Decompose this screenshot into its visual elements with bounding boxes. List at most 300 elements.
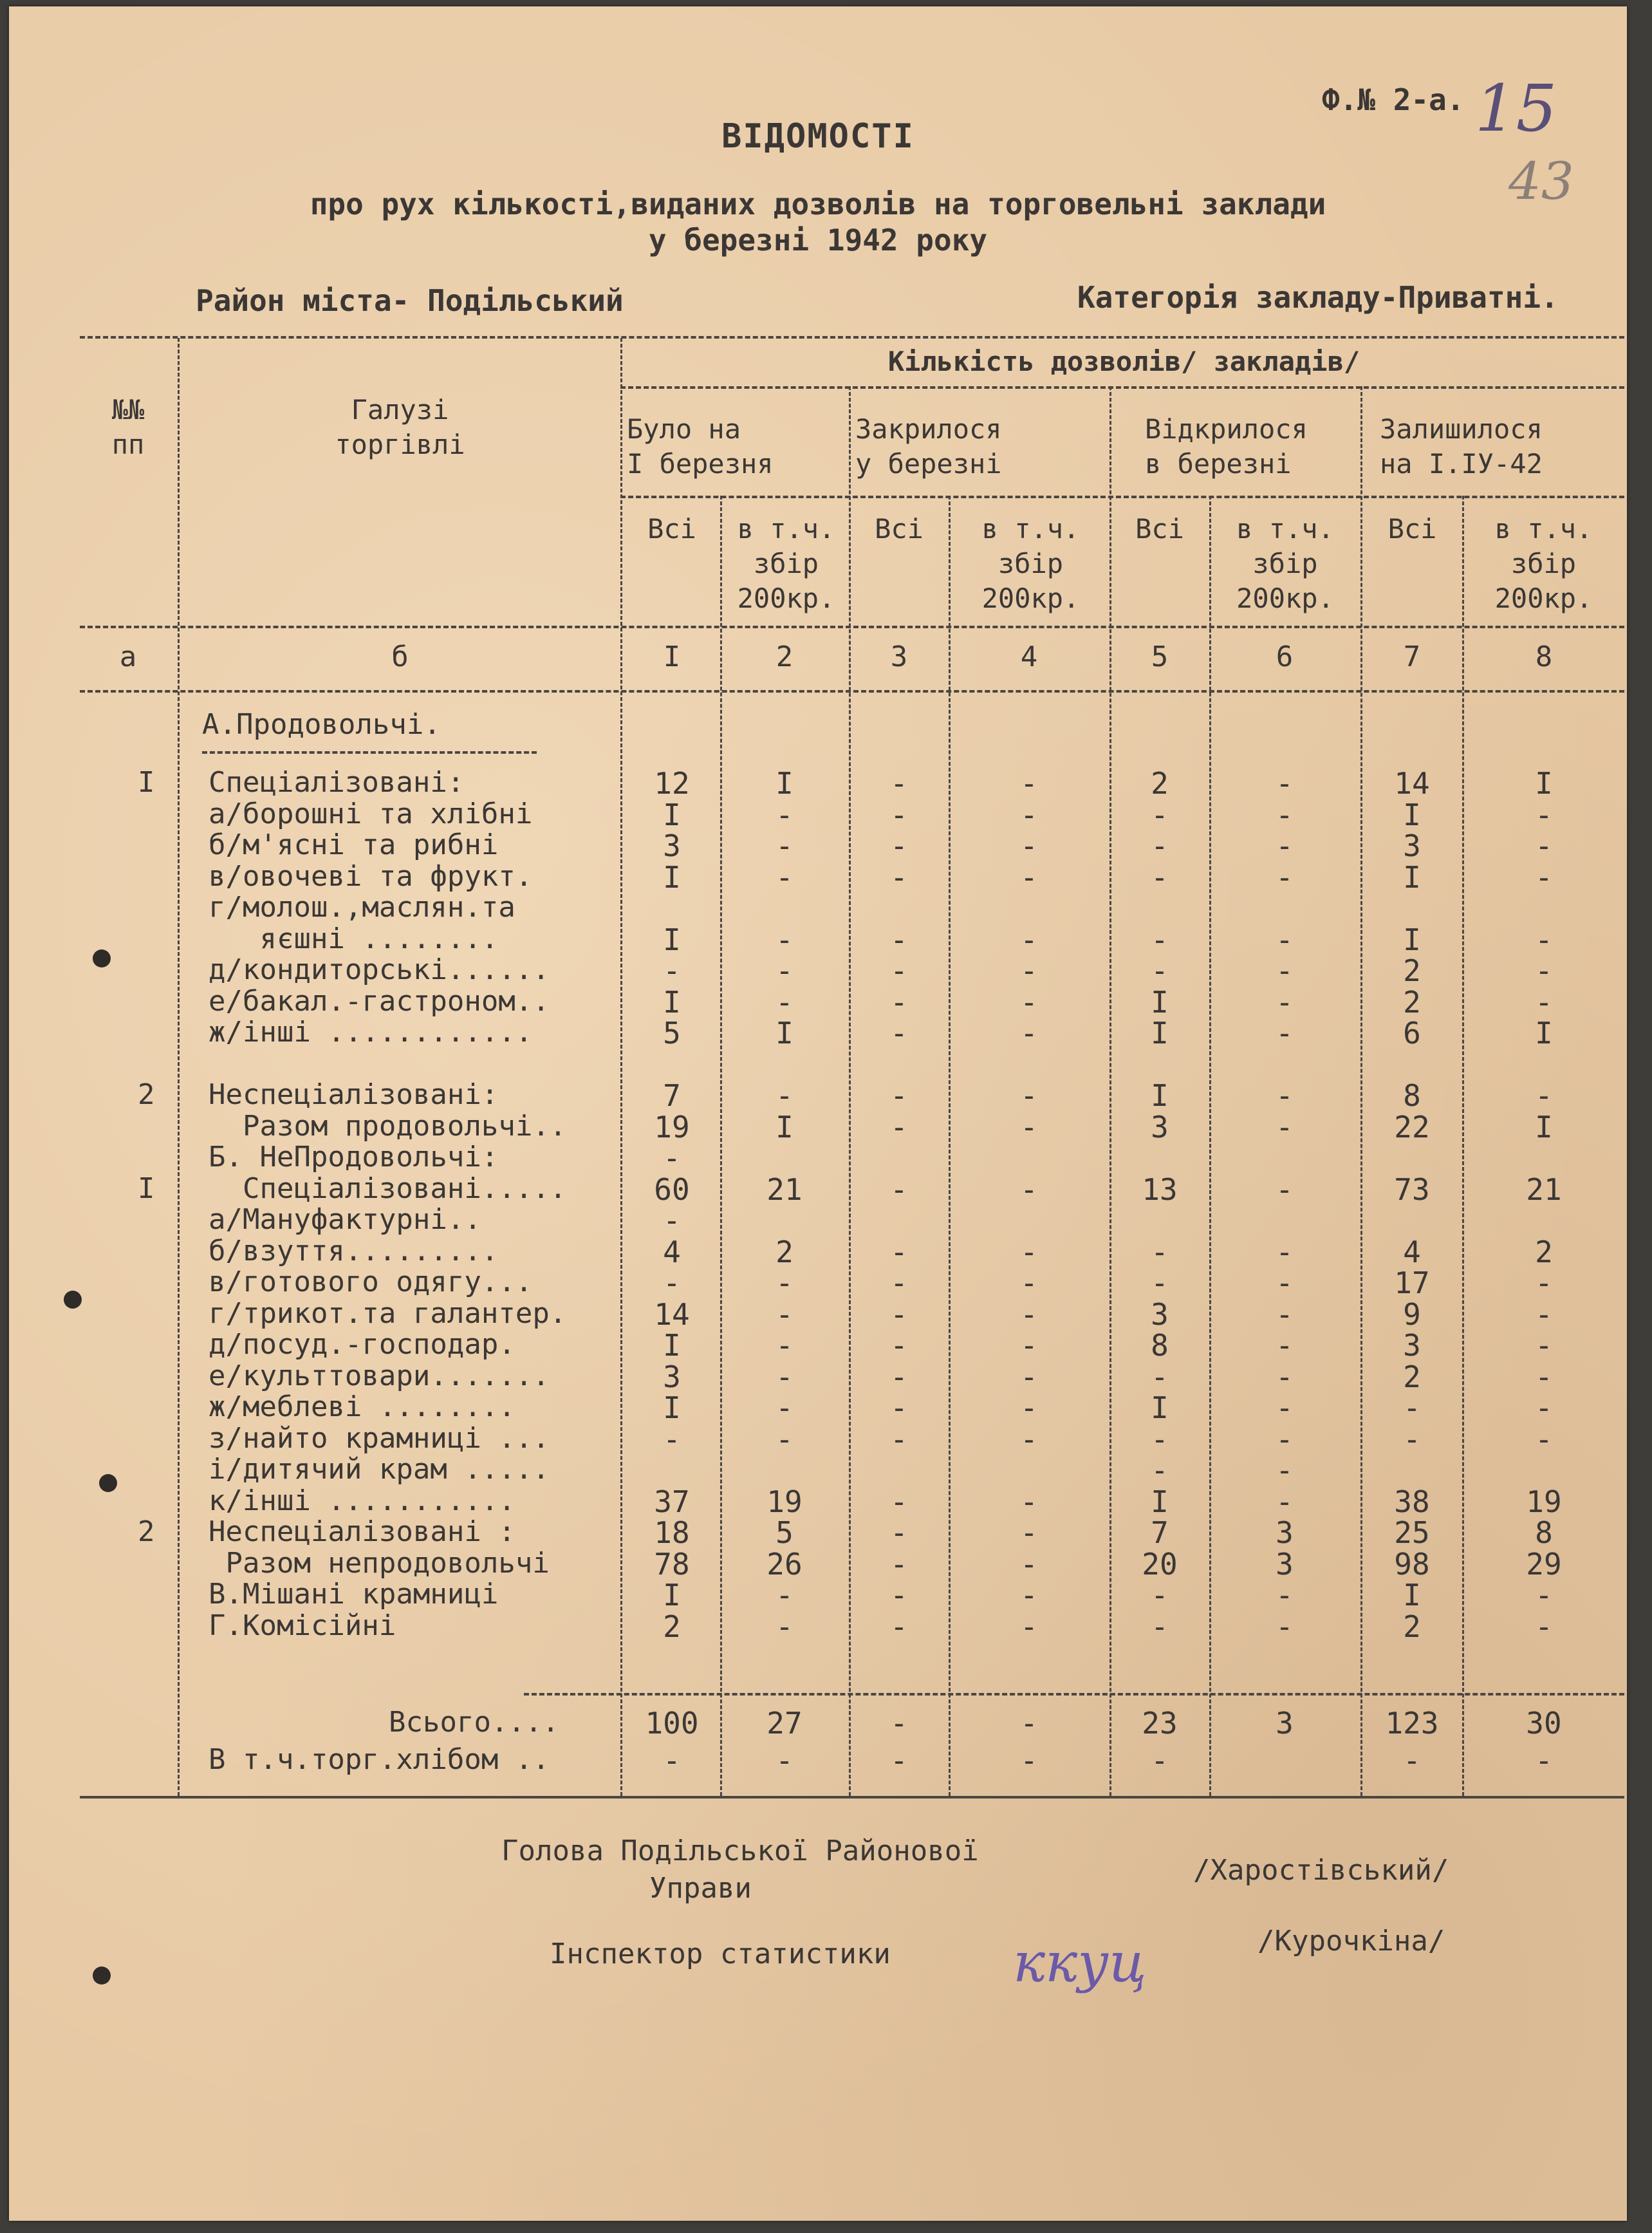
column-number: 6: [1276, 640, 1294, 673]
table-cell: -: [1276, 922, 1294, 957]
row-label: Г.Комісійні: [209, 1609, 396, 1642]
row-label: б/м'ясні та рибні: [209, 828, 499, 861]
table-cell: І: [663, 1578, 681, 1612]
sub-all-4: Всі: [1387, 513, 1437, 545]
table-cell: -: [890, 1515, 908, 1550]
table-cell: -: [775, 953, 794, 988]
table-cell: -: [1535, 1359, 1553, 1394]
table-cell: -: [1276, 859, 1294, 895]
table-cell: -: [1535, 1421, 1553, 1457]
table-cell: 17: [1394, 1266, 1430, 1300]
table-cell: -: [1020, 1546, 1038, 1582]
col-divider-7: [1462, 496, 1464, 1796]
table-cell: -: [1276, 1016, 1294, 1051]
table-cell: І: [1151, 1390, 1169, 1425]
table-cell: -: [775, 984, 794, 1020]
table-cell: -: [1151, 828, 1169, 863]
row-label: б/взуття.........: [209, 1234, 499, 1267]
table-cell: І: [775, 766, 794, 801]
table-cell: -: [1151, 1359, 1169, 1394]
row-label: яєшні ........: [209, 922, 499, 955]
bread-cell: -: [1151, 1743, 1169, 1778]
district-label: Район міста- Подільський: [196, 283, 624, 318]
table-cell: -: [1151, 1266, 1169, 1300]
row-number: І: [138, 766, 155, 799]
row-number: 2: [138, 1515, 155, 1548]
group-opened-line2: в березні: [1145, 448, 1292, 480]
total-cell: 123: [1385, 1706, 1439, 1741]
table-cell: І: [1403, 859, 1421, 895]
table-cell: -: [663, 953, 681, 988]
sub-all-3: Всі: [1135, 513, 1184, 545]
bread-cell: -: [775, 1743, 794, 1778]
table-cell: -: [1020, 1515, 1038, 1550]
table-cell: 21: [766, 1172, 803, 1207]
col-nn-line2: пп: [111, 429, 145, 460]
bread-cell: -: [890, 1743, 908, 1778]
table-cell: 60: [654, 1172, 690, 1207]
table-cell: -: [890, 1609, 908, 1644]
total-cell: -: [890, 1706, 908, 1741]
table-cell: -: [1403, 1390, 1421, 1425]
column-number: 4: [1020, 640, 1038, 673]
table-cell: -: [890, 1359, 908, 1394]
table-cell: -: [890, 953, 908, 988]
table-cell: 4: [1403, 1234, 1421, 1269]
table-cell: 3: [663, 1359, 681, 1394]
col-divider-6: [1360, 386, 1362, 1796]
table-cell: -: [663, 1421, 681, 1457]
table-cell: 13: [1142, 1172, 1178, 1207]
table-cell: -: [775, 1390, 794, 1425]
table-cell: 8: [1403, 1078, 1421, 1113]
total-cell: 100: [645, 1706, 699, 1741]
table-cell: -: [890, 1109, 908, 1145]
table-cell: -: [1020, 1328, 1038, 1363]
table-cell: -: [1020, 1078, 1038, 1113]
row-number: І: [138, 1172, 155, 1205]
bread-label: В т.ч.торг.хлібом ..: [209, 1743, 550, 1776]
table-cell: -: [663, 1203, 681, 1238]
table-cell: -: [1151, 1234, 1169, 1269]
col-branch-line2: торгівлі: [335, 429, 465, 460]
col-nn-line1: №№: [111, 394, 145, 425]
table-cell: І: [1535, 1109, 1553, 1145]
table-cell: 29: [1526, 1546, 1562, 1582]
table-cell: І: [1535, 1016, 1553, 1051]
table-cell: -: [1276, 797, 1294, 832]
table-cell: 3: [1403, 828, 1421, 863]
table-cell: 2: [1151, 766, 1169, 801]
column-number: 7: [1403, 640, 1421, 673]
table-cell: -: [1151, 1578, 1169, 1612]
table-cell: -: [1151, 859, 1169, 895]
table-cell: 4: [663, 1234, 681, 1269]
row-label: Неспеціалізовані:: [209, 1078, 499, 1111]
table-cell: 22: [1394, 1109, 1430, 1145]
group-opened-line1: Відкрилося: [1145, 413, 1308, 445]
table-cell: -: [1535, 797, 1553, 832]
header-bottom-rule: [80, 626, 1624, 628]
table-cell: -: [890, 859, 908, 895]
table-cell: -: [1535, 953, 1553, 988]
row-label: і/дитячий крам .....: [209, 1453, 550, 1486]
table-cell: -: [1020, 1484, 1038, 1519]
category-label: Категорія закладу-Приватні.: [1077, 280, 1559, 315]
table-cell: -: [1020, 1421, 1038, 1457]
group-was: [627, 412, 846, 481]
table-cell: -: [775, 1296, 794, 1332]
table-cell: -: [1151, 922, 1169, 957]
table-cell: 3: [1151, 1109, 1169, 1145]
row-label: г/трикот.та галантер.: [209, 1296, 567, 1330]
total-cell: 23: [1142, 1706, 1178, 1741]
table-bottom-rule: [80, 1796, 1624, 1799]
table-cell: -: [890, 1390, 908, 1425]
col-divider-branch: [620, 338, 622, 1796]
table-cell: -: [1151, 1609, 1169, 1644]
table-cell: 26: [766, 1546, 803, 1582]
row-label: а/борошні та хлібні: [209, 797, 533, 830]
total-cell: 27: [766, 1706, 803, 1741]
group-header-rule: [620, 386, 1624, 389]
table-cell: І: [663, 1328, 681, 1363]
table-cell: -: [775, 1421, 794, 1457]
table-cell: -: [775, 1078, 794, 1113]
table-cell: 37: [654, 1484, 690, 1519]
document-subtitle-line1: про рух кількості,виданих дозволів на торговельні заклади: [310, 187, 1326, 221]
table-cell: -: [1276, 1266, 1294, 1300]
table-cell: -: [890, 1578, 908, 1612]
table-cell: І: [1151, 1484, 1169, 1519]
col-divider-5: [1209, 496, 1211, 1796]
sub-incl-1-line3: 200кр.: [737, 583, 835, 614]
sub-incl-4-line2: збір: [1510, 548, 1577, 579]
group-remaining-line2: на І.ІУ-42: [1380, 448, 1543, 480]
table-cell: -: [1276, 1453, 1294, 1488]
table-cell: 7: [663, 1078, 681, 1113]
group-opened: [1145, 412, 1357, 481]
table-cell: -: [775, 1609, 794, 1644]
table-cell: 3: [663, 828, 681, 863]
row-label: Неспеціалізовані :: [209, 1515, 515, 1548]
sub-incl-2-line2: збір: [998, 548, 1064, 579]
table-cell: -: [775, 797, 794, 832]
group-was-line1: Було на: [627, 413, 741, 445]
table-cell: І: [663, 797, 681, 832]
table-cell: 2: [1403, 1609, 1421, 1644]
table-cell: -: [1276, 1172, 1294, 1207]
row-label: В.Мішані крамниці: [209, 1578, 499, 1611]
table-cell: -: [1535, 1266, 1553, 1300]
table-cell: 98: [1394, 1546, 1430, 1582]
row-label: ж/меблеві ........: [209, 1390, 515, 1423]
sub-incl-4: [1465, 512, 1622, 616]
table-cell: І: [775, 1109, 794, 1145]
row-label: ж/інші ............: [209, 1016, 533, 1049]
table-cell: -: [890, 828, 908, 863]
table-cell: 19: [766, 1484, 803, 1519]
old-page-number-pencil: 43: [1508, 151, 1574, 211]
row-number: 2: [138, 1078, 155, 1111]
table-cell: -: [1276, 1234, 1294, 1269]
punch-hole: [99, 1474, 117, 1492]
sub-incl-2-line1: в т.ч.: [981, 513, 1080, 545]
table-cell: -: [1020, 828, 1038, 863]
table-cell: -: [1535, 922, 1553, 957]
table-cell: 8: [1151, 1328, 1169, 1363]
table-cell: 18: [654, 1515, 690, 1550]
table-cell: -: [775, 922, 794, 957]
group-header: Кількість дозволів/ закладів/: [887, 346, 1360, 377]
table-cell: -: [1020, 1390, 1038, 1425]
table-cell: 3: [1276, 1515, 1294, 1550]
table-cell: -: [1276, 828, 1294, 863]
column-number: а: [119, 640, 137, 673]
table-cell: -: [1535, 1078, 1553, 1113]
table-cell: 8: [1535, 1515, 1553, 1550]
table-cell: 21: [1526, 1172, 1562, 1207]
col-branch-line1: Галузі: [351, 394, 449, 425]
table-cell: -: [1020, 1016, 1038, 1051]
punch-hole: [93, 1967, 111, 1985]
table-cell: -: [1151, 797, 1169, 832]
table-cell: 2: [1403, 953, 1421, 988]
bread-cell: -: [663, 1743, 681, 1778]
table-cell: -: [775, 1578, 794, 1612]
group-closed-line2: у березні: [855, 448, 1002, 480]
row-label: з/найто крамниці ...: [209, 1421, 550, 1455]
table-cell: -: [1276, 1328, 1294, 1363]
row-label: е/бакал.-гастроном..: [209, 984, 550, 1018]
table-cell: -: [1020, 1578, 1038, 1612]
group-remaining: [1380, 412, 1624, 481]
table-cell: І: [1535, 766, 1553, 801]
sub-incl-3: [1211, 512, 1359, 616]
table-cell: -: [1020, 797, 1038, 832]
table-cell: -: [775, 1328, 794, 1363]
table-cell: 5: [775, 1515, 794, 1550]
row-label: Спеціалізовані.....: [209, 1172, 567, 1205]
table-cell: І: [1151, 984, 1169, 1020]
sub-incl-3-line2: збір: [1252, 548, 1318, 579]
table-cell: -: [1535, 1296, 1553, 1332]
sub-incl-2-line3: 200кр.: [981, 583, 1080, 614]
table-cell: -: [1020, 1609, 1038, 1644]
table-cell: -: [1020, 984, 1038, 1020]
table-cell: І: [1151, 1016, 1169, 1051]
total-cell: 30: [1526, 1706, 1562, 1741]
table-cell: -: [663, 1141, 681, 1175]
table-cell: -: [663, 1266, 681, 1300]
sub-incl-3-line3: 200кр.: [1236, 583, 1334, 614]
table-cell: -: [1276, 1609, 1294, 1644]
table-cell: -: [775, 1359, 794, 1394]
table-cell: -: [1020, 859, 1038, 895]
punch-hole: [93, 949, 111, 967]
col-divider-2: [849, 386, 851, 1796]
table-cell: -: [890, 1016, 908, 1051]
inspector-name: /Курочкіна/: [1258, 1925, 1445, 1957]
table-cell: -: [1020, 1109, 1038, 1145]
table-cell: -: [890, 1328, 908, 1363]
document-page: [9, 6, 1627, 2221]
table-cell: І: [1403, 1578, 1421, 1612]
section-a-underline: [202, 751, 537, 754]
sub-all-2: Всі: [875, 513, 923, 545]
row-label: д/кондиторські......: [209, 953, 550, 986]
table-cell: 6: [1403, 1016, 1421, 1051]
row-label: а/Мануфактурні..: [209, 1203, 481, 1236]
table-cell: -: [890, 1484, 908, 1519]
bread-cell: -: [1020, 1743, 1038, 1778]
row-label: Б. НеПродовольчі:: [209, 1141, 499, 1173]
total-cell: -: [1020, 1706, 1038, 1741]
table-cell: -: [890, 766, 908, 801]
table-cell: -: [890, 1421, 908, 1457]
sub-incl-4-line3: 200кр.: [1494, 583, 1593, 614]
table-cell: -: [1020, 1234, 1038, 1269]
table-cell: 3: [1403, 1328, 1421, 1363]
table-cell: І: [1151, 1078, 1169, 1113]
table-cell: І: [663, 984, 681, 1020]
column-number: І: [663, 640, 681, 673]
table-cell: -: [1403, 1421, 1421, 1457]
sub-incl-1: [723, 512, 849, 616]
table-cell: 78: [654, 1546, 690, 1582]
total-label: Всього....: [389, 1706, 559, 1739]
table-cell: -: [1151, 953, 1169, 988]
row-label: д/посуд.-господар.: [209, 1328, 515, 1361]
table-cell: -: [1535, 1390, 1553, 1425]
table-cell: -: [890, 1266, 908, 1300]
table-cell: -: [1276, 1390, 1294, 1425]
table-cell: 2: [1403, 984, 1421, 1020]
bread-cell: -: [1535, 1743, 1553, 1778]
table-cell: 5: [663, 1016, 681, 1051]
table-cell: -: [1020, 766, 1038, 801]
table-cell: -: [1535, 1578, 1553, 1612]
table-cell: І: [1403, 922, 1421, 957]
column-numbers-rule: [80, 690, 1624, 693]
table-cell: -: [890, 1078, 908, 1113]
table-cell: -: [1535, 984, 1553, 1020]
table-cell: І: [663, 1390, 681, 1425]
page-number-handwritten: 15: [1475, 71, 1557, 146]
table-cell: 20: [1142, 1546, 1178, 1582]
table-cell: 9: [1403, 1296, 1421, 1332]
sub-all-1: Всі: [647, 513, 696, 545]
section-a-title: А.Продовольчі.: [202, 708, 441, 741]
table-cell: І: [663, 859, 681, 895]
form-number: Ф.№ 2-а.: [1322, 82, 1465, 117]
table-cell: -: [890, 1546, 908, 1582]
table-cell: -: [1276, 1578, 1294, 1612]
table-cell: -: [1276, 1421, 1294, 1457]
group-was-line2: І березня: [627, 448, 774, 480]
table-cell: 2: [1403, 1359, 1421, 1394]
table-cell: -: [890, 984, 908, 1020]
head-title-line2: Управи: [649, 1872, 752, 1905]
table-cell: І: [1403, 797, 1421, 832]
sub-incl-1-line1: в т.ч.: [737, 513, 835, 545]
table-cell: -: [1020, 1172, 1038, 1207]
table-cell: 19: [654, 1109, 690, 1145]
group-remaining-line1: Залишилося: [1380, 413, 1543, 445]
table-cell: -: [775, 1266, 794, 1300]
table-cell: 2: [663, 1609, 681, 1644]
punch-hole: [64, 1291, 82, 1309]
row-label: к/інші ...........: [209, 1484, 515, 1517]
table-cell: -: [890, 1296, 908, 1332]
total-cell: 3: [1276, 1706, 1294, 1741]
column-number: б: [391, 640, 409, 673]
table-cell: 38: [1394, 1484, 1430, 1519]
table-cell: -: [1151, 1421, 1169, 1457]
table-cell: -: [1276, 1484, 1294, 1519]
column-number: 8: [1535, 640, 1553, 673]
table-cell: -: [890, 1172, 908, 1207]
group-closed-line1: Закрилося: [855, 413, 1002, 445]
table-cell: -: [1020, 1266, 1038, 1300]
table-cell: -: [1020, 1359, 1038, 1394]
col-divider-4: [1109, 386, 1111, 1796]
table-cell: 14: [654, 1296, 690, 1332]
table-cell: -: [1020, 922, 1038, 957]
row-label: Разом непродовольчі: [209, 1546, 550, 1580]
document-title: ВІДОМОСТІ: [721, 117, 914, 156]
group-closed: [855, 412, 1106, 481]
table-cell: -: [1020, 953, 1038, 988]
sub-incl-2: [952, 512, 1109, 616]
head-name: /Харостівський/: [1193, 1854, 1449, 1887]
table-cell: -: [1535, 859, 1553, 895]
column-number: 5: [1151, 640, 1169, 673]
table-cell: -: [1276, 766, 1294, 801]
head-title-line1: Голова Подільської Районової: [501, 1835, 979, 1867]
row-label: в/готового одягу...: [209, 1266, 533, 1298]
table-cell: І: [775, 1016, 794, 1051]
inspector-title: Інспектор статистики: [550, 1938, 891, 1970]
col-divider-nn: [178, 338, 180, 1796]
table-cell: 3: [1151, 1296, 1169, 1332]
table-cell: -: [1276, 953, 1294, 988]
sub-incl-4-line1: в т.ч.: [1494, 513, 1593, 545]
sub-incl-3-line1: в т.ч.: [1236, 513, 1334, 545]
bread-cell: -: [1403, 1743, 1421, 1778]
table-cell: -: [1276, 1296, 1294, 1332]
table-cell: -: [890, 1234, 908, 1269]
table-cell: 19: [1526, 1484, 1562, 1519]
table-cell: -: [775, 828, 794, 863]
table-cell: -: [1535, 1609, 1553, 1644]
document-subtitle-line2: у березні 1942 року: [648, 223, 988, 257]
table-cell: -: [1535, 828, 1553, 863]
row-label: г/молош.,маслян.та: [209, 891, 515, 924]
row-label: Спеціалізовані:: [209, 766, 465, 799]
col-divider-1: [720, 496, 722, 1796]
table-cell: 3: [1276, 1546, 1294, 1582]
sub-incl-1-line2: збір: [753, 548, 819, 579]
col-branch-header: [180, 393, 620, 462]
row-label: в/овочеві та фрукт.: [209, 859, 533, 893]
column-number: 2: [775, 640, 794, 673]
table-cell: -: [775, 859, 794, 895]
table-cell: І: [663, 922, 681, 957]
table-cell: -: [1151, 1453, 1169, 1488]
table-cell: 2: [1535, 1234, 1553, 1269]
table-cell: 12: [654, 766, 690, 801]
